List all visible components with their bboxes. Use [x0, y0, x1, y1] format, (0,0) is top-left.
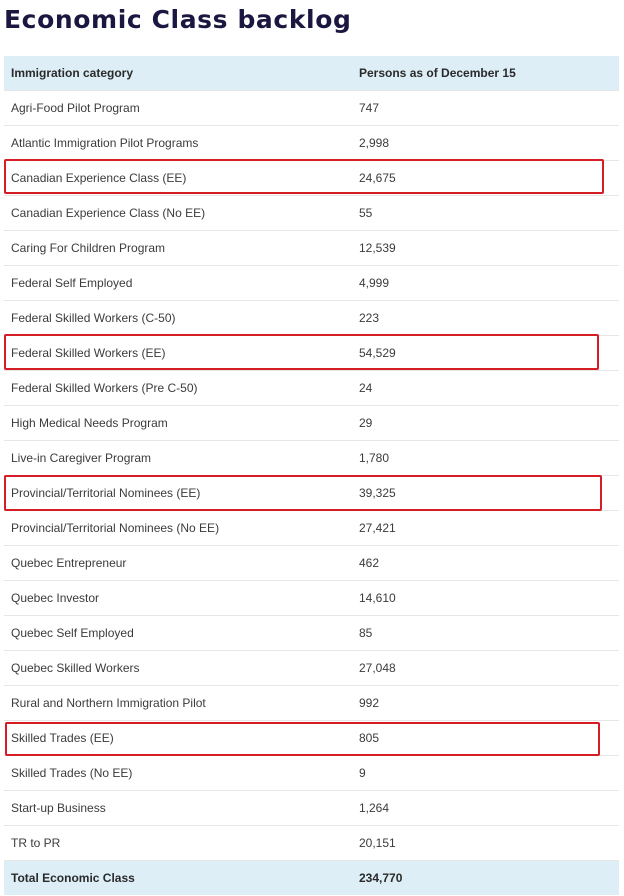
table-row	[4, 266, 619, 301]
total-value: 234,770	[352, 861, 619, 896]
persons-cell: 223	[352, 301, 619, 336]
category-cell: Canadian Experience Class (No EE)	[4, 196, 352, 231]
category-cell: High Medical Needs Program	[4, 406, 352, 441]
category-cell: Skilled Trades (No EE)	[4, 756, 352, 791]
total-label: Total Economic Class	[4, 861, 352, 896]
persons-cell: 20,151	[352, 826, 619, 861]
table-row	[4, 231, 619, 266]
persons-cell: 14,610	[352, 581, 619, 616]
category-cell: Provincial/Territorial Nominees (No EE)	[4, 511, 352, 546]
table-header-row	[4, 56, 619, 91]
category-cell: Quebec Self Employed	[4, 616, 352, 651]
economic-class-backlog-table	[4, 56, 619, 895]
table-row	[4, 336, 619, 371]
category-cell: TR to PR	[4, 826, 352, 861]
table-row	[4, 301, 619, 336]
table-row	[4, 721, 619, 756]
persons-cell: 24,675	[352, 161, 619, 196]
persons-cell: 462	[352, 546, 619, 581]
table-row	[4, 546, 619, 581]
category-cell: Federal Skilled Workers (EE)	[4, 336, 352, 371]
table-row	[4, 406, 619, 441]
persons-cell: 55	[352, 196, 619, 231]
table-row	[4, 371, 619, 406]
persons-cell: 24	[352, 371, 619, 406]
table-row	[4, 791, 619, 826]
category-cell: Start-up Business	[4, 791, 352, 826]
table-row	[4, 441, 619, 476]
page-title: Economic Class backlog	[4, 5, 352, 34]
persons-cell: 1,264	[352, 791, 619, 826]
persons-cell: 992	[352, 686, 619, 721]
category-cell: Agri-Food Pilot Program	[4, 91, 352, 126]
table-row	[4, 91, 619, 126]
column-header-category: Immigration category	[4, 56, 352, 91]
category-cell: Caring For Children Program	[4, 231, 352, 266]
category-cell: Atlantic Immigration Pilot Programs	[4, 126, 352, 161]
table-row	[4, 161, 619, 196]
category-cell: Federal Self Employed	[4, 266, 352, 301]
table-row	[4, 511, 619, 546]
table-row	[4, 196, 619, 231]
category-cell: Quebec Entrepreneur	[4, 546, 352, 581]
persons-cell: 1,780	[352, 441, 619, 476]
persons-cell: 4,999	[352, 266, 619, 301]
category-cell: Federal Skilled Workers (Pre C-50)	[4, 371, 352, 406]
persons-cell: 9	[352, 756, 619, 791]
persons-cell: 747	[352, 91, 619, 126]
persons-cell: 29	[352, 406, 619, 441]
table-row	[4, 581, 619, 616]
category-cell: Rural and Northern Immigration Pilot	[4, 686, 352, 721]
category-cell: Provincial/Territorial Nominees (EE)	[4, 476, 352, 511]
persons-cell: 39,325	[352, 476, 619, 511]
category-cell: Skilled Trades (EE)	[4, 721, 352, 756]
persons-cell: 27,421	[352, 511, 619, 546]
persons-cell: 805	[352, 721, 619, 756]
column-header-persons: Persons as of December 15	[352, 56, 619, 91]
total-row	[4, 861, 619, 896]
category-cell: Canadian Experience Class (EE)	[4, 161, 352, 196]
table-row	[4, 756, 619, 791]
table-row	[4, 826, 619, 861]
table-row	[4, 476, 619, 511]
persons-cell: 27,048	[352, 651, 619, 686]
table-row	[4, 651, 619, 686]
persons-cell: 2,998	[352, 126, 619, 161]
category-cell: Live-in Caregiver Program	[4, 441, 352, 476]
category-cell: Quebec Skilled Workers	[4, 651, 352, 686]
table-row	[4, 686, 619, 721]
table-row	[4, 126, 619, 161]
category-cell: Federal Skilled Workers (C-50)	[4, 301, 352, 336]
table-row	[4, 616, 619, 651]
category-cell: Quebec Investor	[4, 581, 352, 616]
persons-cell: 12,539	[352, 231, 619, 266]
persons-cell: 85	[352, 616, 619, 651]
persons-cell: 54,529	[352, 336, 619, 371]
